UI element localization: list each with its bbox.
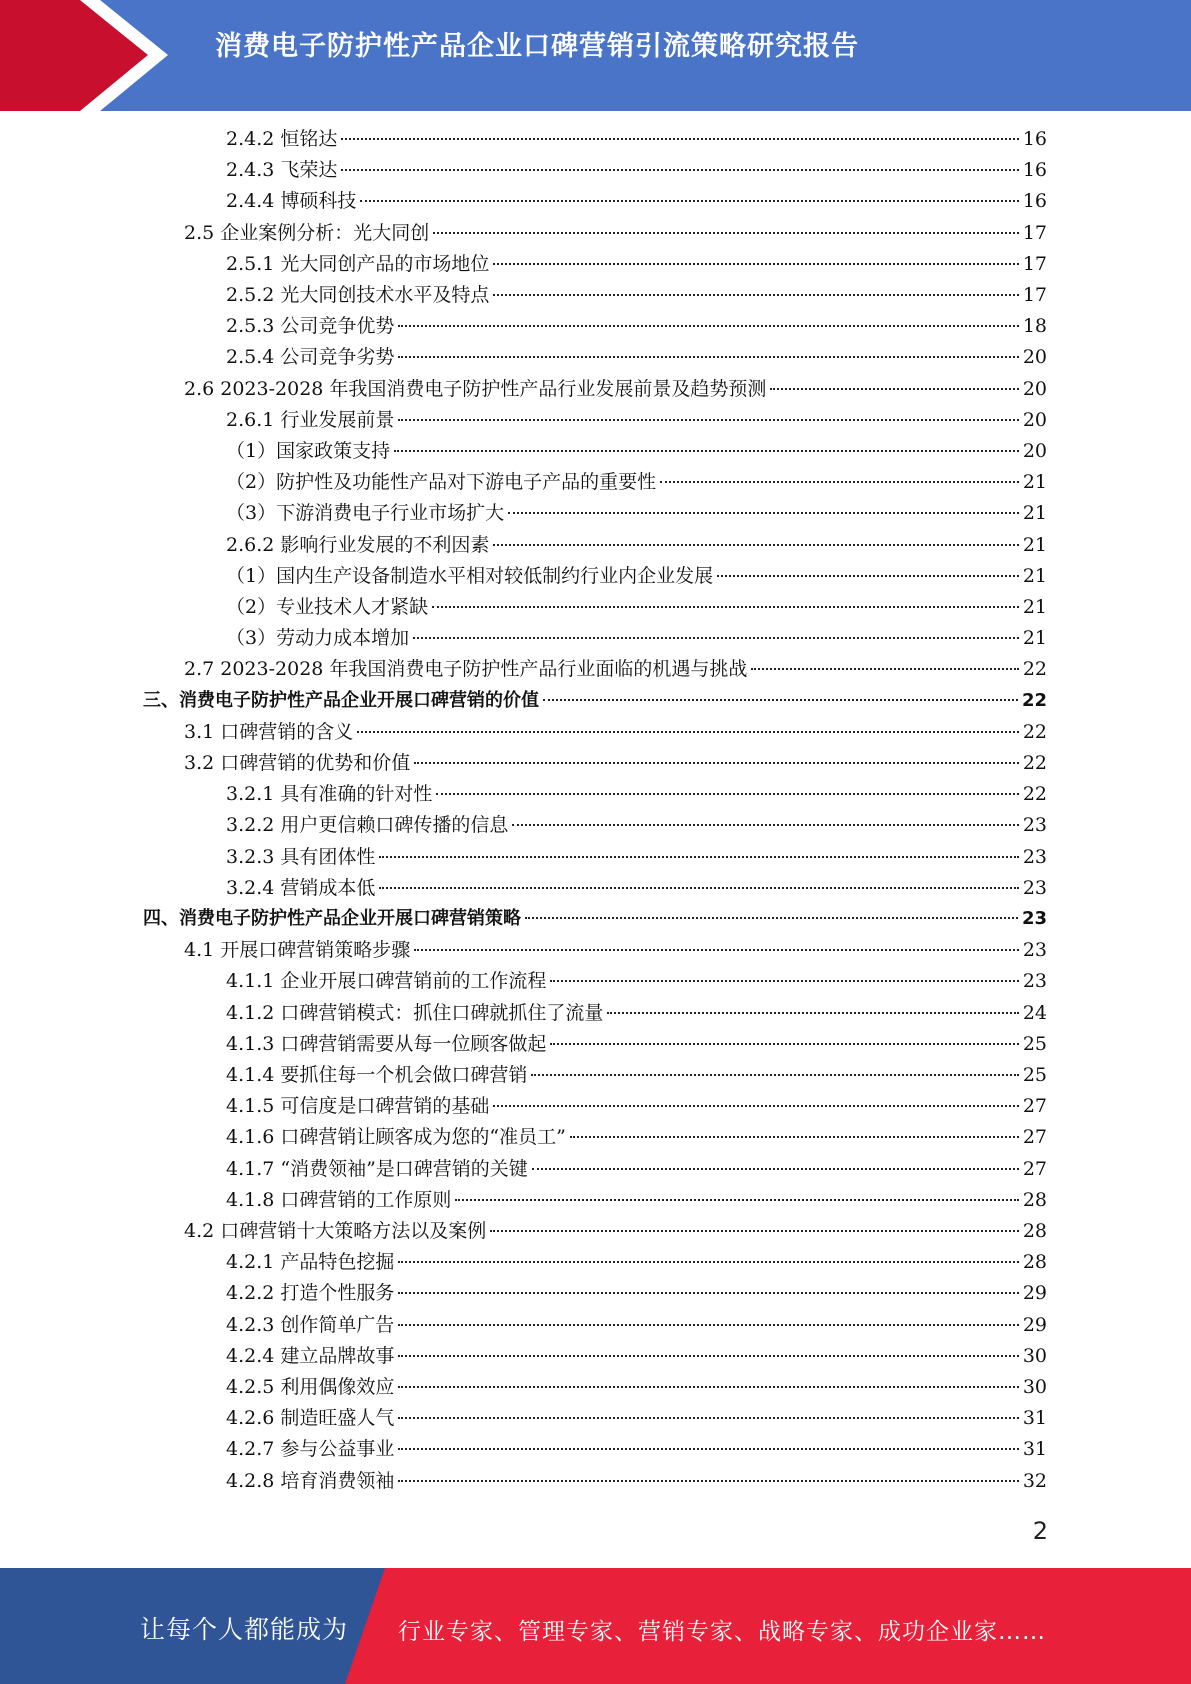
toc-entry-page: 31	[1022, 1438, 1047, 1461]
toc-entry-title: 4.2.6 制造旺盛人气	[226, 1407, 395, 1430]
toc-entry-page: 22	[1022, 720, 1047, 743]
toc-entry-page: 18	[1022, 315, 1047, 338]
toc-leader-dots	[414, 762, 1019, 764]
toc-entry-page: 23	[1022, 845, 1047, 868]
toc-leader-dots	[493, 263, 1018, 265]
toc-entry-title: 4.2.5 利用偶像效应	[226, 1376, 395, 1398]
toc-entry[interactable]	[226, 1061, 1047, 1089]
toc-leader-dots	[512, 824, 1018, 826]
toc-leader-dots	[357, 731, 1019, 733]
toc-entry[interactable]	[226, 187, 1047, 215]
toc-leader-dots	[398, 1292, 1018, 1294]
toc-entry-page: 17	[1022, 252, 1047, 275]
toc-entry-title: 4.1.6 口碑营销让顾客成为您的“准员工”	[226, 1126, 566, 1149]
toc-entry-page: 23	[1021, 908, 1047, 929]
toc-entry[interactable]	[226, 1092, 1047, 1120]
toc-entry[interactable]	[226, 593, 1047, 621]
toc-entry[interactable]	[184, 219, 1047, 247]
toc-entry-title: 4.1.2 口碑营销模式：抓住口碑就抓住了流量	[226, 1001, 604, 1024]
toc-leader-dots	[398, 1417, 1018, 1419]
toc-entry-page: 21	[1022, 471, 1047, 494]
toc-entry-title: 3.1 口碑营销的含义	[184, 720, 354, 743]
toc-entry-page: 25	[1022, 1032, 1047, 1055]
toc-entry-title: 2.5.1 光大同创产品的市场地位	[226, 252, 490, 275]
toc-entry[interactable]	[226, 1279, 1047, 1307]
toc-entry[interactable]	[184, 936, 1047, 964]
toc-leader-dots	[398, 1324, 1018, 1326]
toc-entry-title: 2.5.2 光大同创技术水平及特点	[226, 284, 490, 306]
toc-entry-title: 4.1.7 “消费领袖”是口碑营销的关键	[226, 1157, 528, 1180]
toc-entry-title: 4.1.3 口碑营销需要从每一位顾客做起	[226, 1032, 547, 1055]
toc-entry[interactable]	[226, 1311, 1047, 1339]
page-footer	[0, 1568, 1191, 1684]
toc-entry-page: 17	[1022, 284, 1047, 306]
toc-entry[interactable]	[226, 125, 1047, 153]
toc-leader-dots	[607, 1012, 1018, 1014]
toc-leader-dots	[398, 1480, 1018, 1482]
toc-entry-page: 31	[1022, 1407, 1047, 1430]
toc-entry-title: 4.1 开展口碑营销策略步骤	[184, 939, 411, 962]
toc-entry-title: 2.7 2023-2028 年我国消费电子防护性产品行业面临的机遇与挑战	[184, 658, 748, 681]
toc-entry[interactable]	[184, 375, 1047, 403]
toc-entry-title: （2）防护性及功能性产品对下游电子产品的重要性	[226, 471, 657, 494]
toc-entry[interactable]	[226, 250, 1047, 278]
toc-entry[interactable]	[226, 499, 1047, 527]
toc-entry-title: 3.2.4 营销成本低	[226, 876, 376, 899]
toc-entry-page: 21	[1022, 564, 1047, 587]
toc-entry-page: 21	[1022, 533, 1047, 556]
toc-entry-page: 21	[1022, 596, 1047, 618]
toc-entry-title: 3.2 口碑营销的优势和价值	[184, 752, 411, 774]
toc-entry[interactable]	[226, 1186, 1047, 1214]
toc-entry[interactable]	[184, 749, 1047, 777]
report-title: 消费电子防护性产品企业口碑营销引流策略研究报告	[215, 31, 859, 62]
toc-leader-dots	[398, 356, 1018, 358]
toc-entry[interactable]	[226, 281, 1047, 309]
toc-entry-page: 23	[1022, 939, 1047, 962]
toc-entry[interactable]	[184, 655, 1047, 683]
toc-entry-page: 32	[1022, 1469, 1047, 1492]
toc-entry-page: 27	[1022, 1157, 1047, 1180]
toc-entry-title: （3）劳动力成本增加	[226, 627, 410, 650]
toc-entry-title: 2.6.1 行业发展前景	[226, 408, 395, 431]
toc-entry-title: 4.2 口碑营销十大策略方法以及案例	[184, 1220, 487, 1242]
toc-entry-page: 16	[1022, 159, 1047, 182]
toc-entry-title: 4.1.5 可信度是口碑营销的基础	[226, 1095, 490, 1118]
toc-leader-dots	[413, 637, 1019, 639]
toc-entry-title: 2.5.4 公司竞争劣势	[226, 346, 395, 369]
toc-leader-dots	[490, 1230, 1019, 1232]
toc-entry-title: 2.5.3 公司竞争优势	[226, 315, 395, 338]
footer-slogan-right: 行业专家、管理专家、营销专家、战略专家、成功企业家……	[398, 1619, 1046, 1645]
toc-entry[interactable]	[184, 718, 1047, 746]
toc-entry-page: 16	[1022, 128, 1047, 150]
toc-entry[interactable]	[226, 531, 1047, 559]
toc-entry-title: 2.6 2023-2028 年我国消费电子防护性产品行业发展前景及趋势预测	[184, 377, 767, 400]
toc-entry[interactable]	[226, 967, 1047, 995]
toc-entry[interactable]	[226, 624, 1047, 652]
toc-entry-page: 17	[1022, 221, 1047, 244]
toc-entry-title: 4.2.3 创作简单广告	[226, 1313, 395, 1336]
toc-leader-dots	[398, 1386, 1018, 1388]
toc-entry[interactable]	[226, 1123, 1047, 1151]
toc-entry-title: 4.2.1 产品特色挖掘	[226, 1251, 395, 1274]
toc-leader-dots	[570, 1136, 1019, 1138]
page-number: 2	[1032, 1517, 1048, 1545]
toc-entry-title: 3.2.3 具有团体性	[226, 845, 376, 868]
toc-entry-page: 23	[1022, 876, 1047, 899]
toc-leader-dots	[550, 980, 1018, 982]
toc-entry[interactable]	[226, 1404, 1047, 1432]
toc-entry-page: 30	[1022, 1344, 1047, 1367]
toc-entry-title: 4.2.4 建立品牌故事	[226, 1344, 395, 1367]
toc-leader-dots	[436, 793, 1018, 795]
toc-entry-title: 4.2.2 打造个性服务	[226, 1282, 395, 1305]
toc-entry-title: 2.4.2 恒铭达	[226, 128, 338, 150]
toc-entry-title: 四、消费电子防护性产品企业开展口碑营销策略	[143, 908, 521, 929]
toc-leader-dots	[394, 450, 1019, 452]
toc-leader-dots	[398, 419, 1018, 421]
toc-entry[interactable]	[226, 874, 1047, 902]
toc-leader-dots	[660, 481, 1019, 483]
toc-entry-title: （2）专业技术人才紧缺	[226, 596, 429, 618]
toc-entry-title: 3.2.2 用户更信赖口碑传播的信息	[226, 814, 509, 837]
toc-entry-title: 2.5 企业案例分析：光大同创	[184, 221, 430, 244]
toc-entry-page: 30	[1022, 1376, 1047, 1398]
toc-entry-page: 21	[1022, 502, 1047, 525]
toc-entry[interactable]	[226, 999, 1047, 1027]
toc-entry-page: 21	[1022, 627, 1047, 650]
toc-entry[interactable]	[184, 1217, 1047, 1245]
toc-entry[interactable]	[226, 1467, 1047, 1495]
toc-entry-page: 22	[1022, 752, 1047, 774]
toc-entry-title: 4.1.1 企业开展口碑营销前的工作流程	[226, 970, 547, 993]
toc-leader-dots	[493, 294, 1018, 296]
toc-entry[interactable]	[226, 437, 1047, 465]
toc-entry-title: 2.4.3 飞荣达	[226, 159, 338, 182]
toc-entry[interactable]	[226, 1155, 1047, 1183]
toc-leader-dots	[493, 544, 1018, 546]
toc-leader-dots	[398, 1448, 1018, 1450]
toc-entry-page: 20	[1022, 377, 1047, 400]
toc-entry-title: 2.6.2 影响行业发展的不利因素	[226, 533, 490, 556]
toc-entry-title: （1）国家政策支持	[226, 440, 391, 462]
toc-leader-dots	[717, 575, 1019, 577]
toc-entry-page: 25	[1022, 1064, 1047, 1086]
toc-entry-title: （3）下游消费电子行业市场扩大	[226, 502, 505, 525]
toc-entry-title: 4.1.8 口碑营销的工作原则	[226, 1188, 452, 1211]
toc-entry-page: 27	[1022, 1095, 1047, 1118]
toc-entry-page: 16	[1022, 190, 1047, 213]
toc-leader-dots	[525, 917, 1018, 919]
toc-leader-dots	[379, 887, 1018, 889]
toc-entry[interactable]	[226, 406, 1047, 434]
toc-entry-page: 29	[1022, 1282, 1047, 1305]
toc-leader-dots	[543, 699, 1018, 701]
toc-entry[interactable]	[226, 562, 1047, 590]
toc-entry-page: 23	[1022, 970, 1047, 993]
toc-leader-dots	[398, 1261, 1018, 1263]
toc-leader-dots	[751, 668, 1018, 670]
toc-entry-page: 27	[1022, 1126, 1047, 1149]
toc-entry[interactable]	[226, 780, 1047, 808]
toc-entry[interactable]	[226, 156, 1047, 184]
toc-entry[interactable]	[143, 687, 1047, 715]
toc-leader-dots	[341, 138, 1018, 140]
toc-entry-title: 4.2.8 培育消费领袖	[226, 1469, 395, 1492]
toc-entry-title: （1）国内生产设备制造水平相对较低制约行业内企业发展	[226, 564, 714, 587]
toc-leader-dots	[455, 1199, 1018, 1201]
toc-entry-page: 28	[1022, 1251, 1047, 1274]
toc-entry-page: 28	[1022, 1220, 1047, 1242]
toc-entry-title: 4.2.7 参与公益事业	[226, 1438, 395, 1461]
toc-leader-dots	[398, 1355, 1018, 1357]
toc-entry-title: 4.1.4 要抓住每一个机会做口碑营销	[226, 1064, 528, 1086]
toc-entry[interactable]	[226, 1248, 1047, 1276]
toc-entry[interactable]	[143, 905, 1047, 933]
toc-leader-dots	[770, 388, 1018, 390]
toc-entry-title: 2.4.4 博硕科技	[226, 190, 357, 213]
toc-entry-page: 20	[1022, 408, 1047, 431]
toc-entry[interactable]	[226, 811, 1047, 839]
toc-entry-page: 20	[1022, 440, 1047, 462]
toc-entry-title: 三、消费电子防护性产品企业开展口碑营销的价值	[143, 689, 539, 711]
toc-leader-dots	[432, 606, 1019, 608]
toc-entry-page: 22	[1022, 658, 1047, 681]
toc-entry[interactable]	[226, 1373, 1047, 1401]
toc-leader-dots	[531, 1074, 1018, 1076]
toc-leader-dots	[379, 856, 1018, 858]
toc-leader-dots	[360, 200, 1018, 202]
toc-entry[interactable]	[226, 468, 1047, 496]
toc-leader-dots	[433, 232, 1019, 234]
toc-leader-dots	[493, 1105, 1018, 1107]
toc-entry-page: 29	[1022, 1313, 1047, 1336]
toc-leader-dots	[532, 1168, 1019, 1170]
toc-entry-page: 24	[1022, 1001, 1047, 1024]
toc-entry-page: 20	[1022, 346, 1047, 369]
page-header	[0, 0, 1191, 111]
toc-entry[interactable]	[226, 1342, 1047, 1370]
toc-entry[interactable]	[226, 1435, 1047, 1463]
toc-entry-page: 28	[1022, 1188, 1047, 1211]
toc-entry[interactable]	[226, 1030, 1047, 1058]
toc-leader-dots	[341, 169, 1018, 171]
toc-entry-page: 23	[1022, 814, 1047, 837]
toc-leader-dots	[508, 512, 1019, 514]
toc-entry[interactable]	[226, 843, 1047, 871]
toc-entry[interactable]	[226, 343, 1047, 371]
toc-entry-page: 22	[1022, 783, 1047, 806]
toc-leader-dots	[550, 1043, 1018, 1045]
toc-leader-dots	[414, 949, 1019, 951]
toc-entry-page: 22	[1021, 689, 1047, 711]
toc-entry-title: 3.2.1 具有准确的针对性	[226, 783, 433, 806]
toc-leader-dots	[398, 325, 1018, 327]
toc-entry[interactable]	[226, 312, 1047, 340]
footer-slogan-left: 让每个人都能成为	[140, 1615, 349, 1644]
